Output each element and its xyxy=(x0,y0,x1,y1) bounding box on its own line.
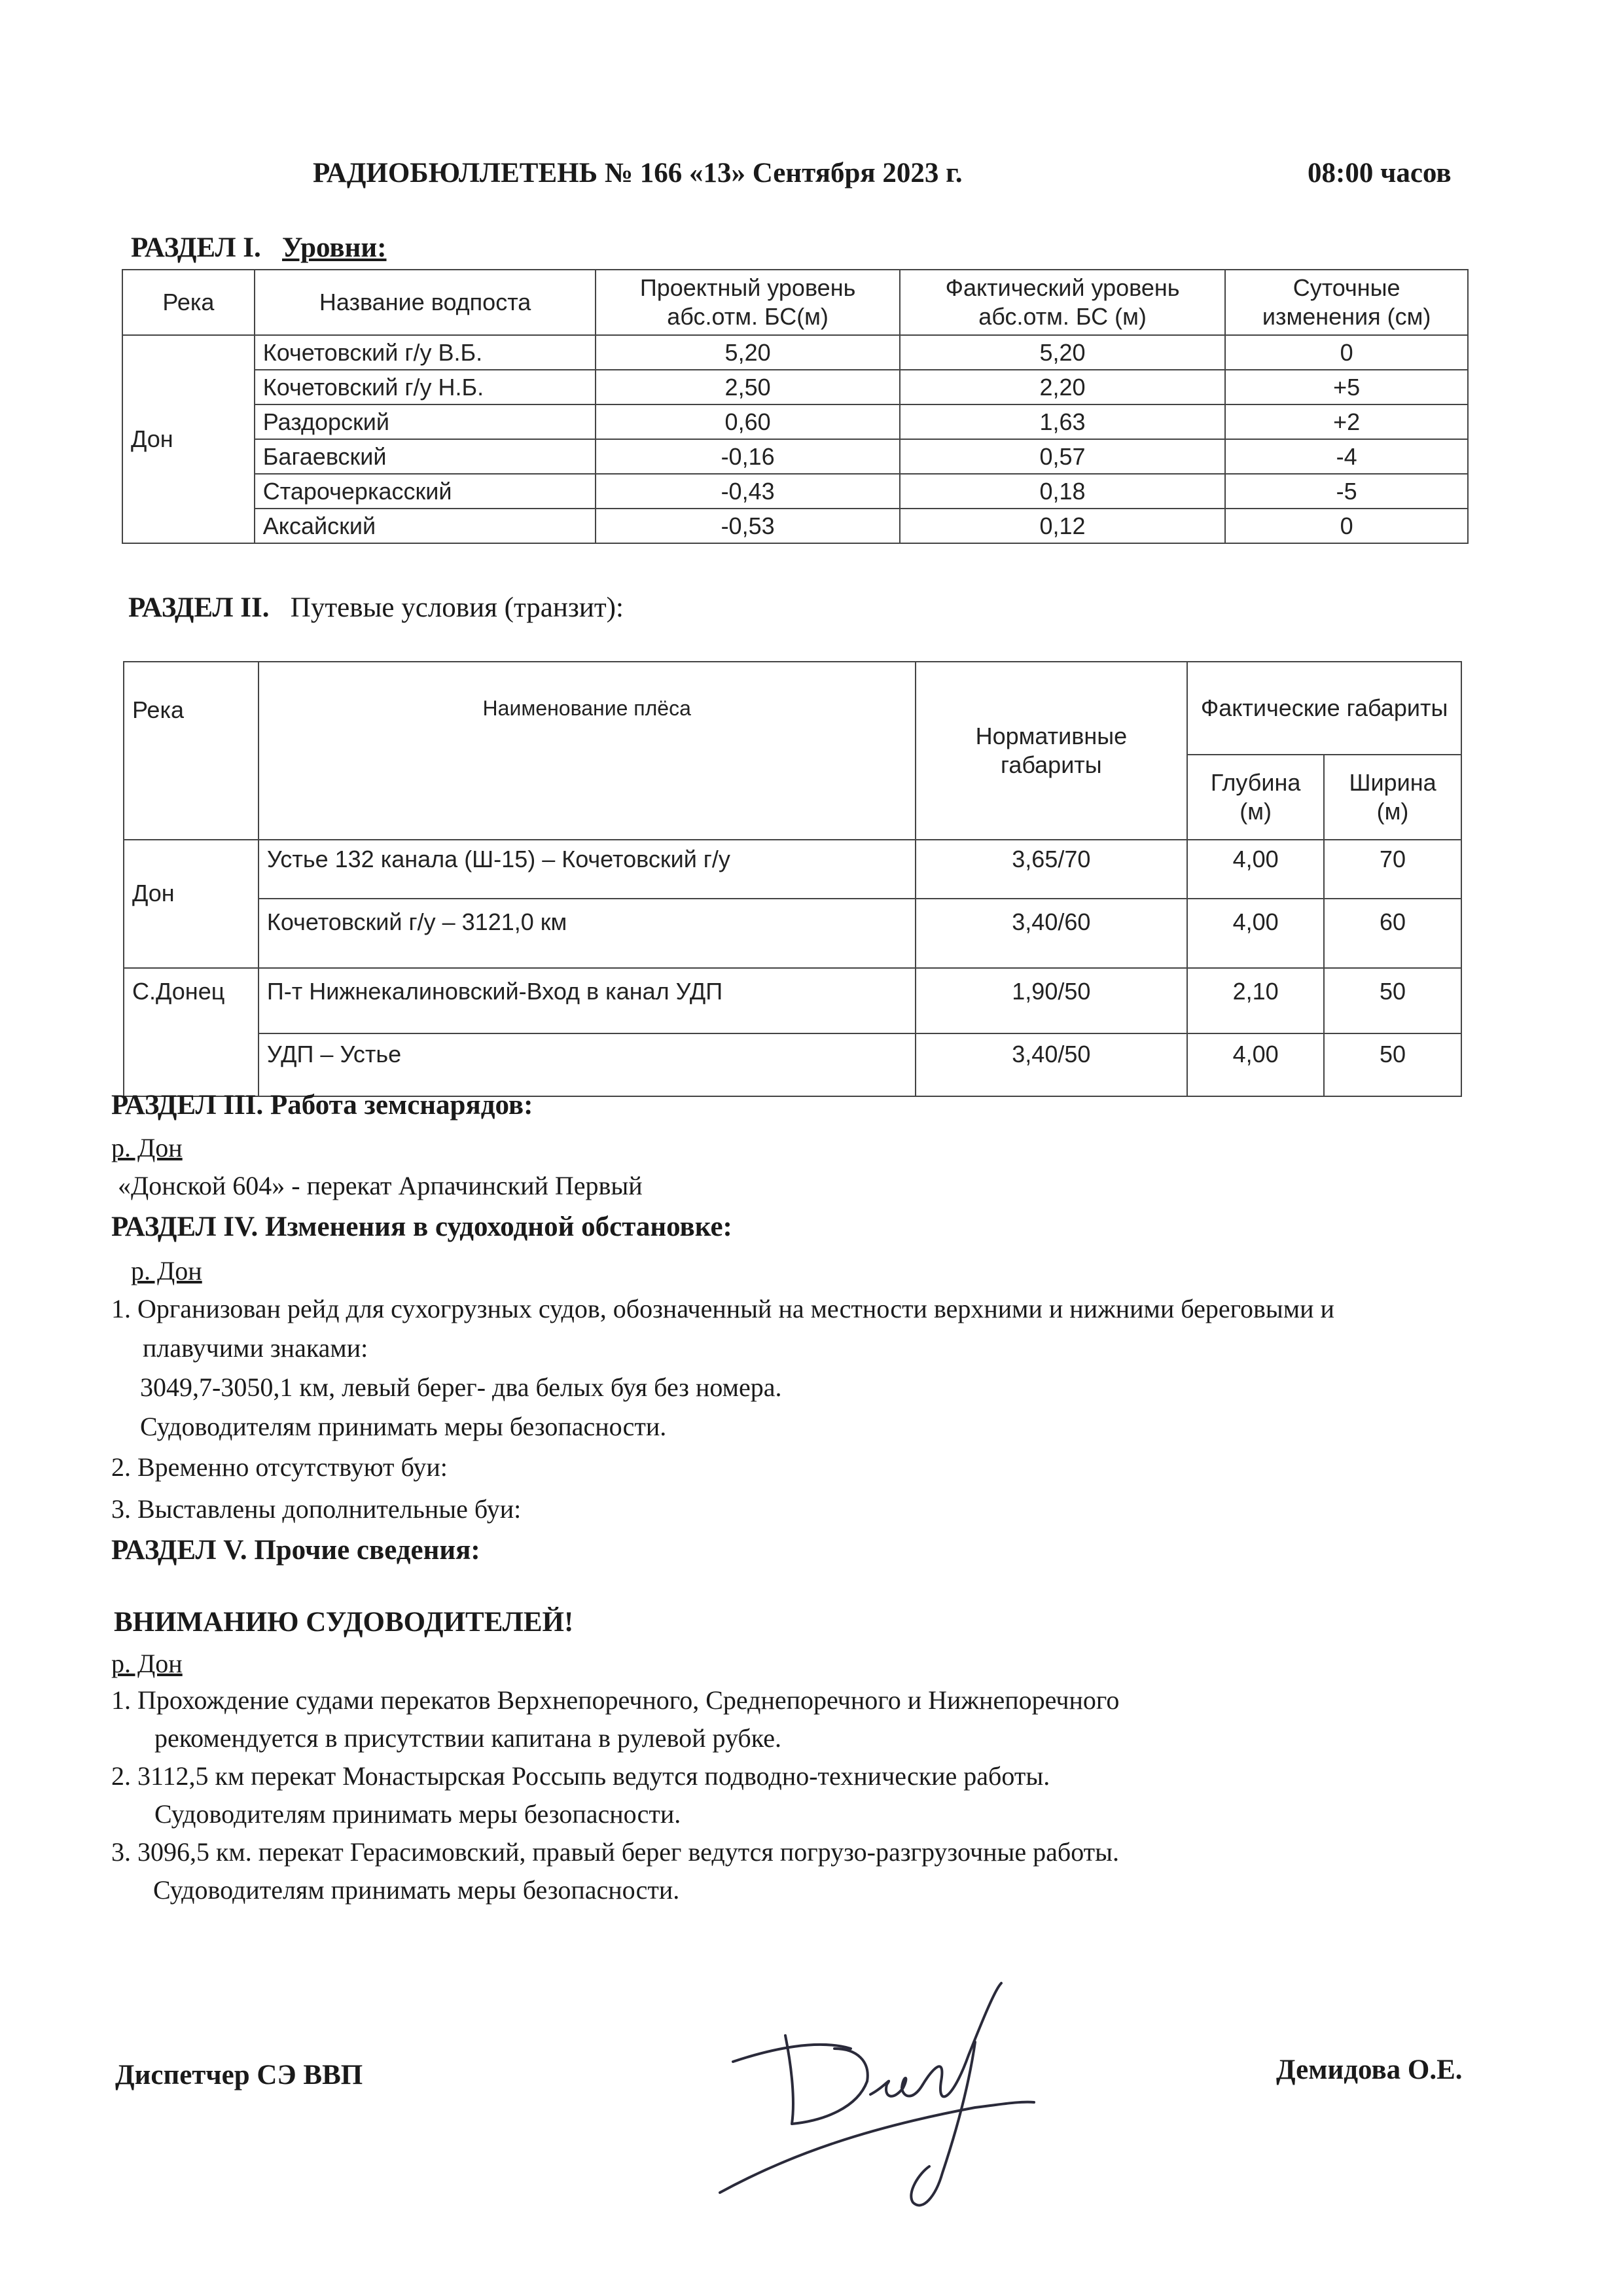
river-cell: Дон xyxy=(122,335,255,543)
section1-title: Уровни: xyxy=(282,232,387,263)
table-row xyxy=(122,404,1468,439)
actual-cell: 0,57 xyxy=(900,439,1225,474)
levels-table-header xyxy=(122,270,1468,335)
norm-cell: 3,65/70 xyxy=(916,840,1188,899)
bulletin-title: РАДИОБЮЛЛЕТЕНЬ № 166 «13» Сентября 2023 г. xyxy=(313,158,963,188)
norm-cell: 1,90/50 xyxy=(916,968,1188,1033)
design-cell: -0,43 xyxy=(596,474,899,509)
col-design: Проектный уровень абс.отм. БС(м) xyxy=(596,270,899,335)
table-row xyxy=(122,439,1468,474)
attention-river: р. Дон xyxy=(111,1649,183,1678)
section5-heading: РАЗДЕЛ V. Прочие сведения: xyxy=(111,1535,480,1566)
norm-cell: 3,40/50 xyxy=(916,1033,1188,1096)
reach-cell: П-т Нижнекалиновский-Вход в канал УДП xyxy=(259,968,916,1033)
signature-image xyxy=(694,1977,1060,2225)
change-cell: -4 xyxy=(1225,439,1468,474)
attention-item2-line1: 2. 3112,5 км перекат Монастырская Россыпь ведутся подводно-технические работы. xyxy=(111,1761,1050,1791)
design-cell: 2,50 xyxy=(596,370,899,404)
width-cell: 50 xyxy=(1324,1033,1461,1096)
width-cell: 50 xyxy=(1324,968,1461,1033)
actual-cell: 2,20 xyxy=(900,370,1225,404)
section3-heading: РАЗДЕЛ III. Работа земснарядов: xyxy=(111,1090,533,1121)
col-depth: Глубина (м) xyxy=(1187,755,1324,840)
reach-cell: Кочетовский г/у – 3121,0 км xyxy=(259,899,916,968)
col-river: Река xyxy=(122,270,255,335)
post-cell: Багаевский xyxy=(255,439,596,474)
route-table-header xyxy=(124,662,1461,755)
col-fact: Фактические габариты xyxy=(1187,662,1461,755)
section4-river: р. Дон xyxy=(131,1256,202,1285)
section4-item1-line1: 1. Организован рейд для сухогрузных судов, обозначенный на местности верхними и нижними береговыми и xyxy=(111,1294,1334,1323)
section1-label: РАЗДЕЛ I. xyxy=(131,232,261,263)
section2-heading xyxy=(128,592,624,624)
col-reach: Наименование плёса xyxy=(259,662,916,840)
section4-item3: 3. Выставлены дополнительные буи: xyxy=(111,1494,522,1524)
design-cell: 0,60 xyxy=(596,404,899,439)
change-cell: 0 xyxy=(1225,335,1468,370)
table-row xyxy=(122,509,1468,543)
levels-table xyxy=(122,269,1469,544)
bulletin-time: 08:00 часов xyxy=(1308,158,1452,188)
table-row xyxy=(122,474,1468,509)
post-cell: Кочетовский г/у Н.Б. xyxy=(255,370,596,404)
dispatcher-role: Диспетчер СЭ ВВП xyxy=(115,2060,363,2090)
col-change: Суточные изменения (см) xyxy=(1225,270,1468,335)
depth-cell: 2,10 xyxy=(1187,968,1324,1033)
actual-cell: 1,63 xyxy=(900,404,1225,439)
norm-cell: 3,40/60 xyxy=(916,899,1188,968)
design-cell: -0,53 xyxy=(596,509,899,543)
attention-item2-line2: Судоводителям принимать меры безопасности. xyxy=(154,1799,681,1829)
col-actual: Фактический уровень абс.отм. БС (м) xyxy=(900,270,1225,335)
actual-cell: 0,18 xyxy=(900,474,1225,509)
section3-line: «Донской 604» - перекат Арпачинский Первый xyxy=(118,1171,643,1200)
attention-item3-line2: Судоводителям принимать меры безопасности. xyxy=(153,1875,680,1905)
attention-heading: ВНИМАНИЮ СУДОВОДИТЕЛЕЙ! xyxy=(114,1607,574,1638)
section4-item2: 2. Временно отсутствуют буи: xyxy=(111,1452,448,1482)
post-cell: Старочеркасский xyxy=(255,474,596,509)
table-row xyxy=(124,899,1461,968)
dispatcher-name: Демидова О.Е. xyxy=(1276,2054,1463,2085)
section1-heading xyxy=(131,232,387,264)
river-cell: С.Донец xyxy=(124,968,259,1096)
attention-item3-line1: 3. 3096,5 км. перекат Герасимовский, правый берег ведутся погрузо-разгрузочные работы. xyxy=(111,1837,1120,1867)
section4-item1-line2: плавучими знаками: xyxy=(143,1333,368,1363)
change-cell: -5 xyxy=(1225,474,1468,509)
change-cell: +5 xyxy=(1225,370,1468,404)
post-cell: Аксайский xyxy=(255,509,596,543)
attention-item1-line1: 1. Прохождение судами перекатов Верхнепоречного, Среднепоречного и Нижнепоречного xyxy=(111,1685,1120,1715)
section4-heading: РАЗДЕЛ IV. Изменения в судоходной обстановке: xyxy=(111,1211,732,1242)
col-river: Река xyxy=(124,662,259,840)
post-cell: Раздорский xyxy=(255,404,596,439)
change-cell: +2 xyxy=(1225,404,1468,439)
table-row xyxy=(122,335,1468,370)
depth-cell: 4,00 xyxy=(1187,1033,1324,1096)
reach-cell: Устье 132 канала (Ш-15) – Кочетовский г/у xyxy=(259,840,916,899)
actual-cell: 0,12 xyxy=(900,509,1225,543)
section2-label: РАЗДЕЛ II. xyxy=(128,592,270,623)
section4-item1-line4: Судоводителям принимать меры безопасности. xyxy=(140,1412,667,1441)
section4-item1-line3: 3049,7-3050,1 км, левый берег- два белых буя без номера. xyxy=(140,1372,782,1402)
col-width: Ширина (м) xyxy=(1324,755,1461,840)
design-cell: -0,16 xyxy=(596,439,899,474)
actual-cell: 5,20 xyxy=(900,335,1225,370)
table-row xyxy=(124,1033,1461,1096)
table-row xyxy=(124,840,1461,899)
change-cell: 0 xyxy=(1225,509,1468,543)
table-row xyxy=(124,968,1461,1033)
section3-river: р. Дон xyxy=(111,1133,183,1162)
col-norm: Нормативные габариты xyxy=(916,662,1188,840)
reach-cell: УДП – Устье xyxy=(259,1033,916,1096)
depth-cell: 4,00 xyxy=(1187,840,1324,899)
attention-item1-line2: рекомендуется в присутствии капитана в рулевой рубке. xyxy=(154,1723,781,1753)
post-cell: Кочетовский г/у В.Б. xyxy=(255,335,596,370)
table-row xyxy=(122,370,1468,404)
col-post: Название водпоста xyxy=(255,270,596,335)
width-cell: 70 xyxy=(1324,840,1461,899)
river-cell: Дон xyxy=(124,840,259,968)
design-cell: 5,20 xyxy=(596,335,899,370)
route-table xyxy=(123,661,1462,1097)
width-cell: 60 xyxy=(1324,899,1461,968)
depth-cell: 4,00 xyxy=(1187,899,1324,968)
section2-title: Путевые условия (транзит): xyxy=(290,592,624,623)
